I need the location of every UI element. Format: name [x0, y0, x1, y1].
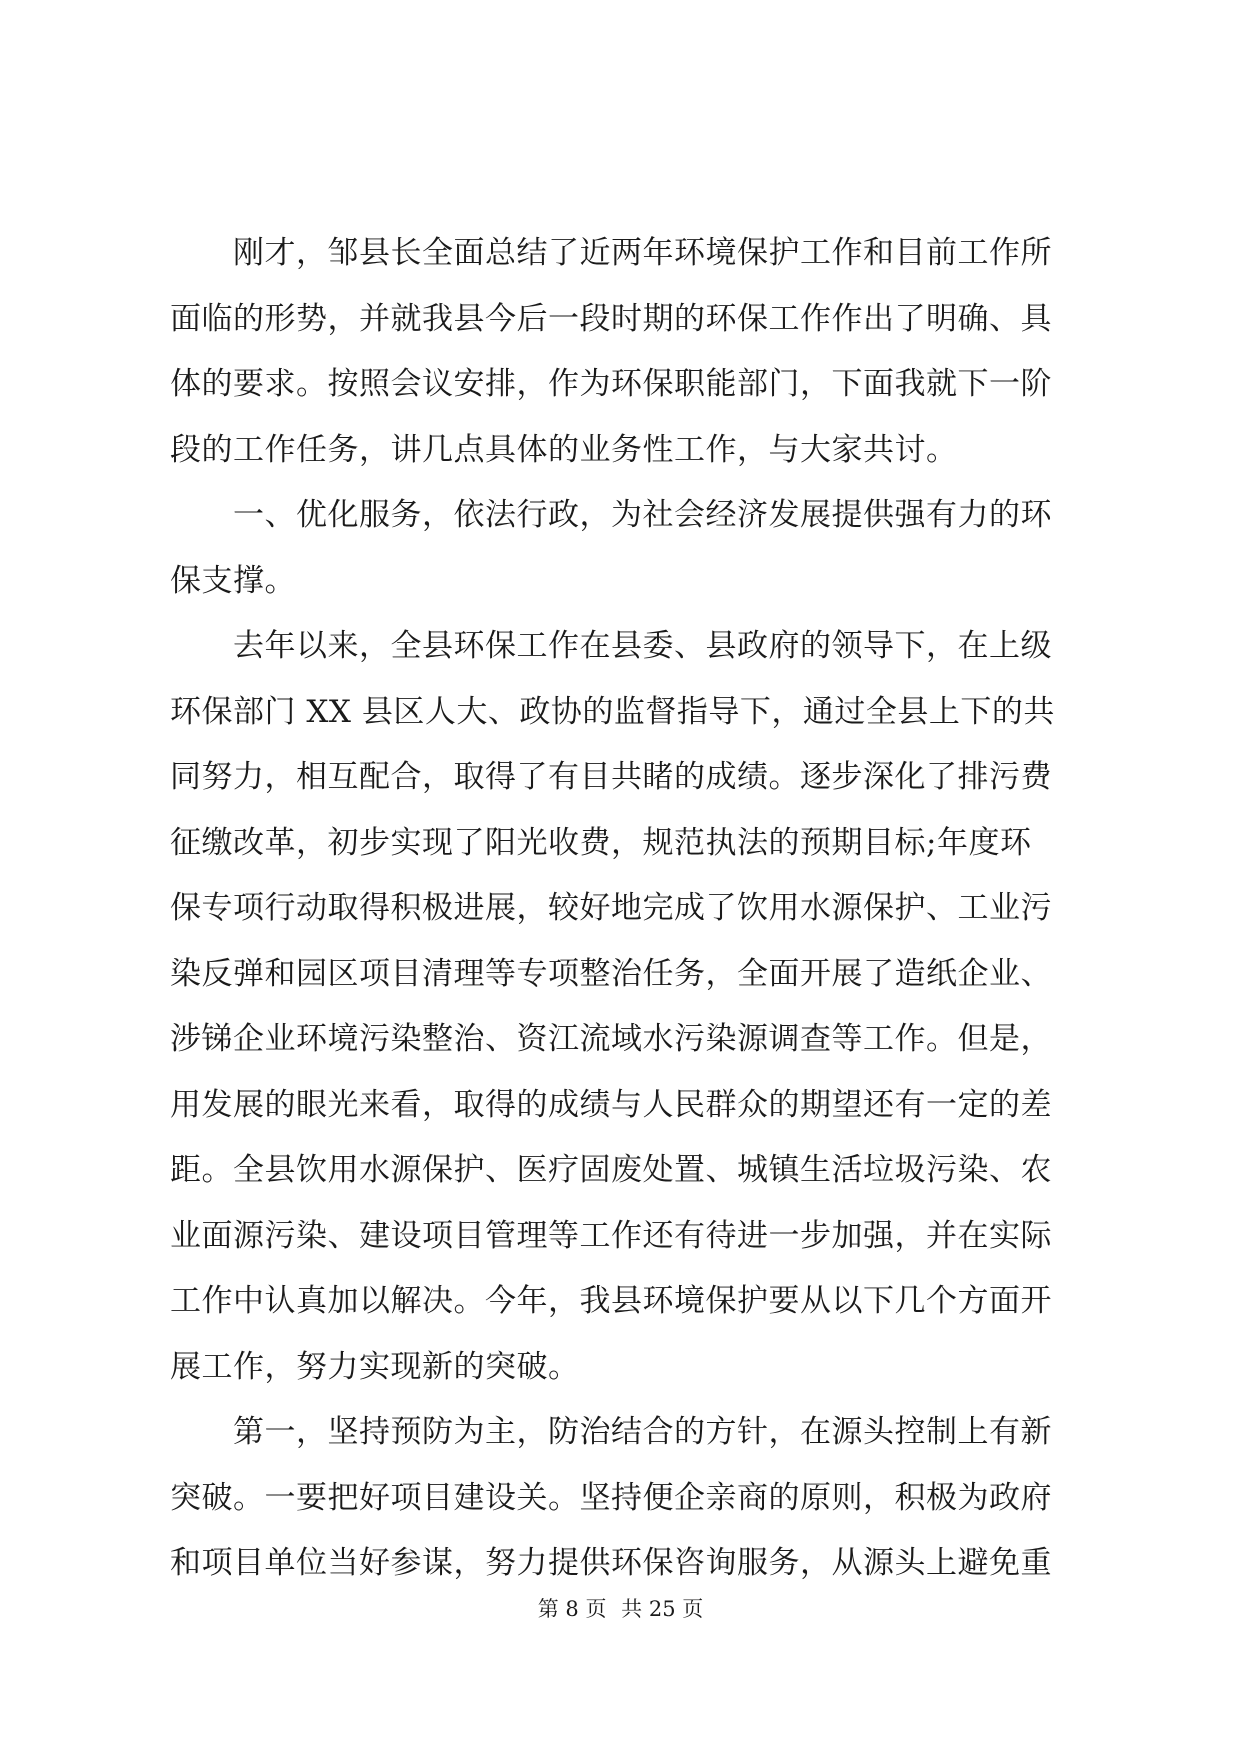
text-line: 征缴改革，初步实现了阳光收费，规范执法的预期目标;年度环	[170, 824, 1032, 861]
text-line: 突破。一要把好项目建设关。坚持便企亲商的原则，积极为政府	[170, 1479, 1052, 1516]
text-line: 体的要求。按照会议安排，作为环保职能部门，下面我就下一阶	[170, 366, 1052, 402]
text-line: 工作中认真加以解决。今年，我县环境保护要从以下几个方面开	[170, 1283, 1052, 1319]
text-line: 用发展的眼光来看，取得的成绩与人民群众的期望还有一定的差	[170, 1086, 1052, 1123]
text-line: 距。全县饮用水源保护、医疗固废处置、城镇生活垃圾污染、农	[170, 1152, 1052, 1188]
text-line: 染反弹和园区项目清理等专项整治任务，全面开展了造纸企业、	[170, 955, 1052, 992]
text-line: 刚才，邹县长全面总结了近两年环境保护工作和目前工作所	[170, 235, 1052, 271]
text-line: 第一，坚持预防为主，防治结合的方针，在源头控制上有新	[170, 1414, 1052, 1450]
text-line: 段的工作任务，讲几点具体的业务性工作，与大家共讨。	[170, 431, 958, 468]
text-line: 同努力，相互配合，取得了有目共睹的成绩。逐步深化了排污费	[170, 759, 1052, 795]
page-footer	[0, 1594, 1241, 1624]
current-page-label: 第 8 页	[537, 1597, 607, 1621]
text-line: 去年以来，全县环保工作在县委、县政府的领导下，在上级	[170, 628, 1052, 664]
text-line: 业面源污染、建设项目管理等工作还有待进一步加强，并在实际	[170, 1217, 1052, 1254]
text-line: 环保部门 XX 县区人大、政协的监督指导下，通过全县上下的共	[170, 693, 1055, 730]
text-line: 展工作，努力实现新的突破。	[170, 1348, 580, 1385]
document-body	[170, 221, 1090, 1597]
text-line: 涉锑企业环境污染整治、资江流域水污染源调查等工作。但是，	[170, 1021, 1052, 1057]
section-heading-line: 保支撑。	[170, 562, 296, 599]
total-pages-label: 共 25 页	[621, 1597, 704, 1621]
text-line: 保专项行动取得积极进展，较好地完成了饮用水源保护、工业污	[170, 890, 1052, 926]
section-heading-line: 一、优化服务，依法行政，为社会经济发展提供强有力的环	[170, 497, 1052, 533]
text-line: 和项目单位当好参谋，努力提供环保咨询服务，从源头上避免重	[170, 1545, 1052, 1581]
text-line: 面临的形势，并就我县今后一段时期的环保工作作出了明确、具	[170, 300, 1052, 337]
